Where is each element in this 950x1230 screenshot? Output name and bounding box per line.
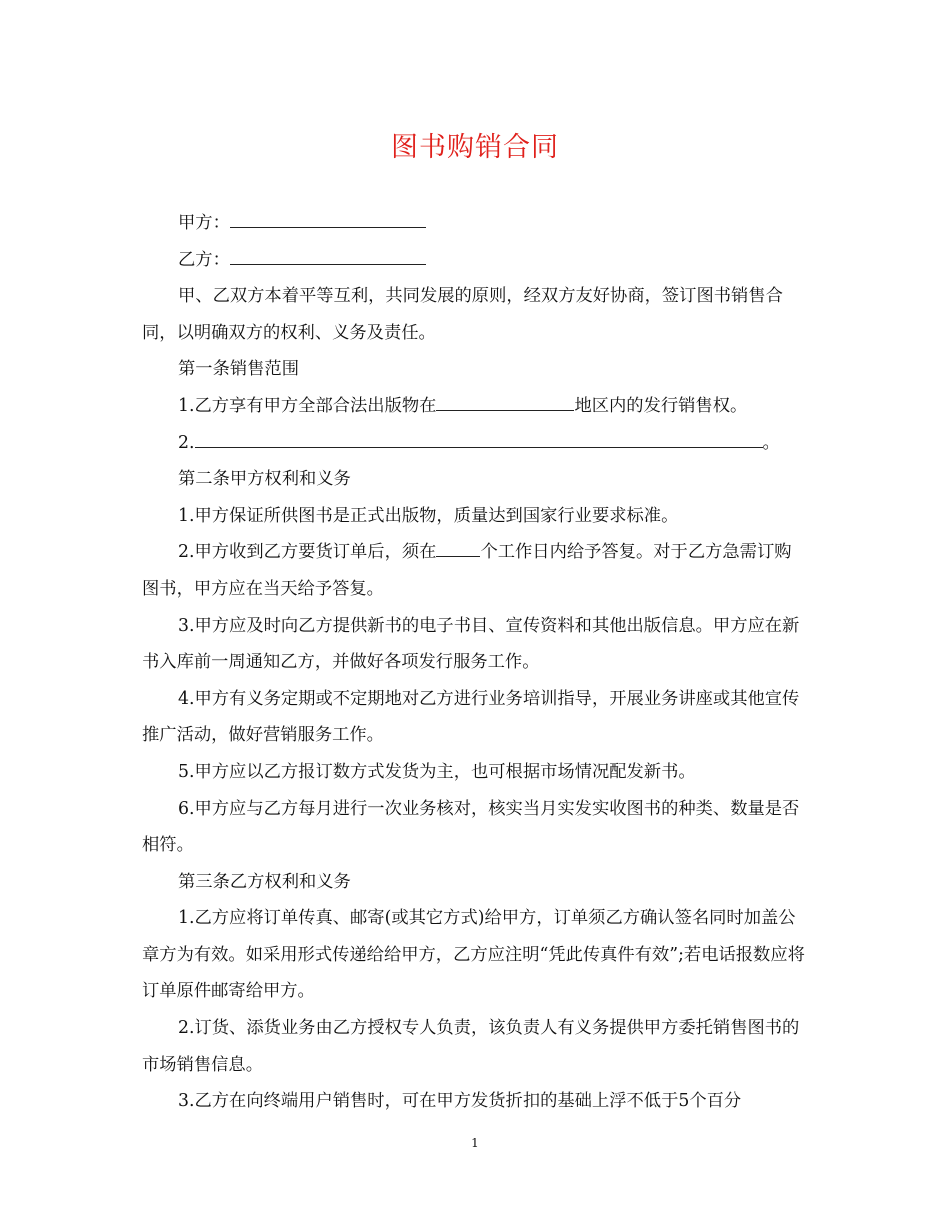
party-b-label: 乙方： xyxy=(178,249,230,270)
article1-item1 xyxy=(142,388,808,425)
article1-item1-suffix: 地区内的发行销售权。 xyxy=(574,395,748,416)
article2-item6: 6.甲方应与乙方每月进行一次业务核对，核实当月实发实收图书的种类、数量是否相符。 xyxy=(142,798,800,856)
intro-paragraph: 甲、乙双方本着平等互利，共同发展的原则，经双方友好协商，签订图书销售合同，以明确双方的权利、义务及责任。 xyxy=(142,286,783,343)
article2-heading: 第二条甲方权利和义务 xyxy=(178,469,351,490)
article2-item3: 3.甲方应及时向乙方提供新书的电子书目、宣传资料和其他出版信息。甲方应在新书入库前一周通知乙方，并做好各项发行服务工作。 xyxy=(142,615,800,673)
article1-item2 xyxy=(142,425,808,462)
page-number: 1 xyxy=(471,1136,479,1150)
article2-item2-suffix: 个工作日内给予答复。对于乙方急需订购图书，甲方应在当天给予答复。 xyxy=(142,542,792,599)
article1-item1-prefix: 1.乙方享有甲方全部合法出版物在 xyxy=(178,395,437,416)
article3-item3: 3.乙方在向终端用户销售时，可在甲方发货折扣的基础上浮不低于5个百分 xyxy=(178,1091,742,1112)
article2-item1: 1.甲方保证所供图书是正式出版物，质量达到国家行业要求标准。 xyxy=(178,505,679,526)
article2-item2-prefix: 2.甲方收到乙方要货订单后，须在 xyxy=(178,542,437,563)
article1-item2-suffix: 。 xyxy=(762,432,780,453)
document-title: 图书购销合同 xyxy=(391,132,559,163)
region-blank xyxy=(436,388,574,411)
article2-item4: 4.甲方有义务定期或不定期地对乙方进行业务培训指导，开展业务讲座或其他宣传推广活动，做好营销服务工作。 xyxy=(142,688,800,746)
article3-heading: 第三条乙方权利和义务 xyxy=(178,871,351,892)
document-body xyxy=(142,205,808,1120)
article3-item2: 2.订货、添货业务由乙方授权专人负责，该负责人有义务提供甲方委托销售图书的市场销售信息。 xyxy=(142,1018,800,1075)
party-a-line xyxy=(142,205,808,242)
item2-blank xyxy=(195,425,763,448)
party-b-line xyxy=(142,242,808,279)
party-b-blank xyxy=(230,242,426,265)
article2-item5: 5.甲方应以乙方报订数方式发货为主，也可根据市场情况配发新书。 xyxy=(178,761,696,782)
article3-item1: 1.乙方应将订单传真、邮寄(或其它方式)给甲方，订单须乙方确认签名同时加盖公章方为有效。如采用形式传递给给甲方，乙方应注明“凭此传真件有效”;若电话报数应将订单原件邮寄给甲方。 xyxy=(142,908,805,1002)
party-a-label: 甲方： xyxy=(178,213,230,233)
article1-heading: 第一条销售范围 xyxy=(178,359,299,380)
days-blank xyxy=(436,534,480,557)
party-a-blank xyxy=(230,205,426,228)
article1-item2-prefix: 2. xyxy=(178,432,195,453)
article2-item2 xyxy=(142,534,808,607)
